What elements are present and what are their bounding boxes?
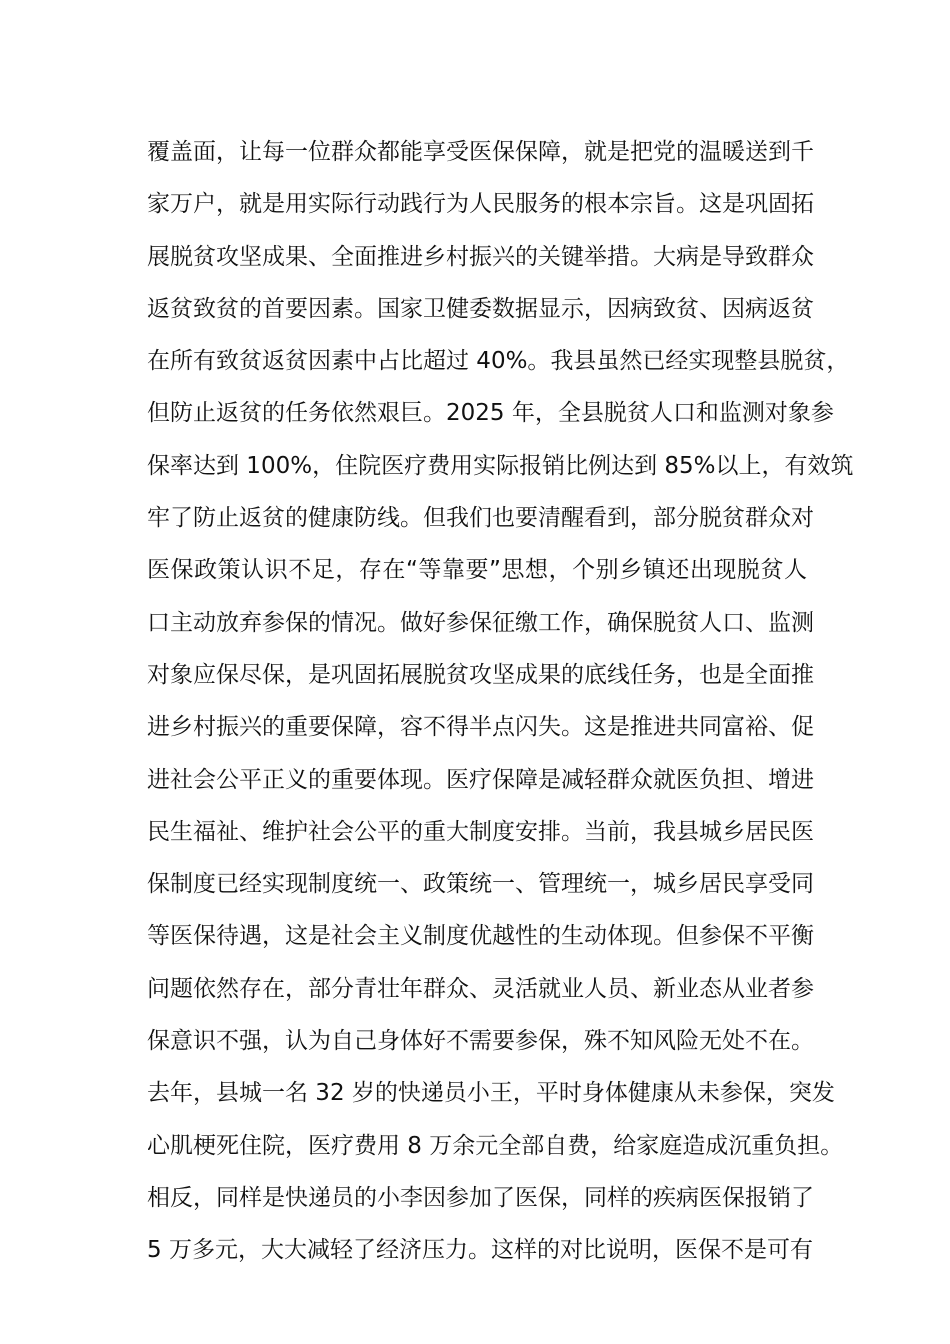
text-line: 返贫致贫的首要因素。国家卫健委数据显示，因病致贫、因病返贫 — [147, 295, 814, 322]
text-line: 5 万多元，大大减轻了经济压力。这样的对比说明，医保不是可有 — [147, 1237, 813, 1264]
text-line: 展脱贫攻坚成果、全面推进乡村振兴的关键举措。大病是导致群众 — [147, 243, 814, 270]
text-line: 口主动放弃参保的情况。做好参保征缴工作，确保脱贫人口、监测 — [147, 609, 814, 636]
text-line: 民生福祉、维护社会公平的重大制度安排。当前，我县城乡居民医 — [147, 818, 814, 845]
text-line: 问题依然存在，部分青壮年群众、灵活就业人员、新业态从业者参 — [147, 975, 814, 1002]
text-line: 对象应保尽保，是巩固拓展脱贫攻坚成果的底线任务，也是全面推 — [147, 661, 814, 688]
text-line: 保意识不强，认为自己身体好不需要参保，殊不知风险无处不在。 — [147, 1028, 814, 1055]
text-line: 相反，同样是快递员的小李因参加了医保，同样的疾病医保报销了 — [147, 1184, 814, 1211]
text-line: 心肌梗死住院，医疗费用 8 万余元全部自费，给家庭造成沉重负担。 — [147, 1132, 844, 1159]
document-body — [147, 126, 854, 1277]
text-line: 牢了防止返贫的健康防线。但我们也要清醒看到，部分脱贫群众对 — [147, 505, 814, 532]
text-line: 医保政策认识不足，存在“等靠要”思想，个别乡镇还出现脱贫人 — [147, 557, 807, 584]
text-line: 但防止返贫的任务依然艰巨。2025 年，全县脱贫人口和监测对象参 — [147, 400, 834, 427]
text-line: 保率达到 100%，住院医疗费用实际报销比例达到 85%以上，有效筑 — [147, 452, 854, 479]
text-line: 覆盖面，让每一位群众都能享受医保保障，就是把党的温暖送到千 — [147, 139, 814, 165]
text-line: 等医保待遇，这是社会主义制度优越性的生动体现。但参保不平衡 — [147, 923, 814, 950]
text-line: 保制度已经实现制度统一、政策统一、管理统一，城乡居民享受同 — [147, 871, 814, 898]
text-line: 在所有致贫返贫因素中占比超过 40%。我县虽然已经实现整县脱贫， — [147, 348, 850, 375]
text-line: 去年，县城一名 32 岁的快递员小王，平时身体健康从未参保，突发 — [147, 1080, 835, 1107]
text-line: 进乡村振兴的重要保障，容不得半点闪失。这是推进共同富裕、促 — [147, 714, 814, 741]
text-line: 家万户，就是用实际行动践行为人民服务的根本宗旨。这是巩固拓 — [147, 191, 814, 218]
text-line: 进社会公平正义的重要体现。医疗保障是减轻群众就医负担、增进 — [147, 766, 814, 793]
